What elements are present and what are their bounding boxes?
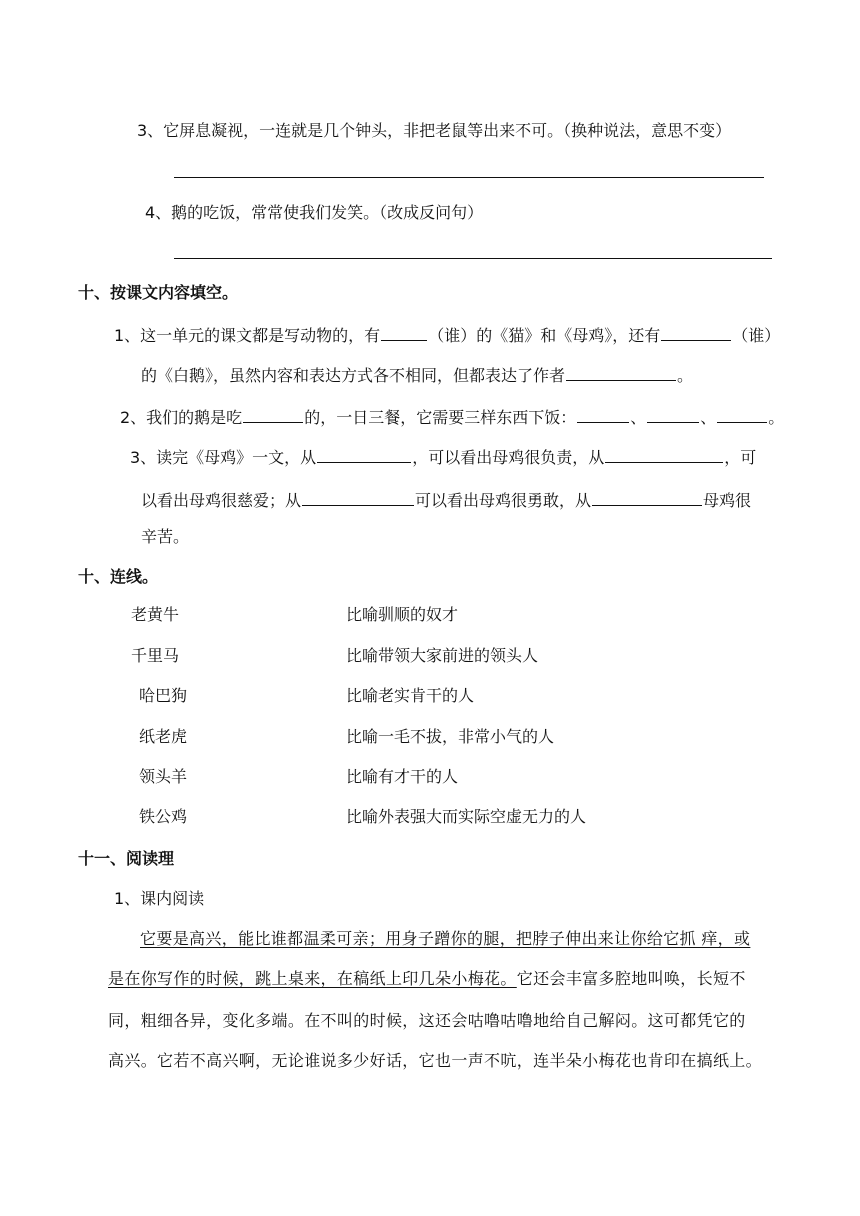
reading-passage-line-4: 高兴。它若不高兴啊，无论谁说多少好话，它也一声不吭，连半朵小梅花也肯印在搞纸上。 [108,1051,763,1070]
section-match-heading: 十、连线。 [78,567,159,586]
fill-q2-text-a: 2、我们的鹅是吃 [120,408,243,427]
fill-q3-text-e: 可以看出母鸡很勇敢，从 [415,491,592,510]
fill-q2-blank-4[interactable] [717,404,767,423]
fill-q3-text-f: 母鸡很 [703,491,752,510]
fill-q3-text-d: 以看出母鸡很慈爱；从 [141,491,302,510]
fill-q2-sep1: 、 [630,408,647,427]
rewrite-question-3: 3、它屏息凝视，一连就是几个钟头，非把老鼠等出来不可。（换种说法，意思不变） [137,121,732,140]
reading-passage-line-1 [140,928,750,950]
fill-q3-line2 [141,487,751,512]
answer-line-q3[interactable] [174,177,764,178]
reading-underlined-2: 是在你写作的时候，跳上桌来，在稿纸上印几朵小梅花。 [108,969,517,988]
reading-text-2: 它还会丰富多腔地叫唤，长短不 [516,969,746,988]
match-left-item[interactable]: 铁公鸡 [139,807,188,826]
match-left-item[interactable]: 老黄牛 [131,605,180,624]
fill-q2-sep2: 、 [700,408,717,427]
reading-passage-line-2 [108,968,746,990]
reading-passage-line-3: 同，粗细各异，变化多端。在不叫的时候，这还会咕噜咕噜地给自己解闷。这可都凭它的 [108,1011,746,1030]
fill-q3-blank-4[interactable] [592,487,702,506]
match-left-item[interactable]: 哈巴狗 [139,686,188,705]
fill-q3-line1 [130,444,756,469]
match-right-item[interactable]: 比喻有才干的人 [346,767,459,786]
rewrite-question-4: 4、鹅的吃饭，常常使我们发笑。（改成反问句） [145,203,484,222]
section-fill-heading: 十、按课文内容填空。 [78,283,239,302]
fill-q1-blank-1[interactable] [381,322,427,341]
fill-q3-text-b: ，可以看出母鸡很负责，从 [412,448,605,467]
fill-q2-end: 。 [768,408,785,427]
match-left-item[interactable]: 纸老虎 [139,727,188,746]
fill-q1-blank-2[interactable] [661,322,731,341]
match-left-item[interactable]: 领头羊 [139,767,188,786]
fill-q3-blank-3[interactable] [302,487,414,506]
match-right-item[interactable]: 比喻一毛不拔，非常小气的人 [346,727,555,746]
fill-q1-line1 [114,322,780,347]
section-read-heading: 十一、阅读理 [78,849,175,868]
fill-q1-line2 [141,362,693,387]
fill-q2-blank-2[interactable] [577,404,629,423]
fill-q3-blank-2[interactable] [605,444,723,463]
fill-q1-text-c: （谁） [732,326,781,345]
fill-q2-blank-3[interactable] [647,404,699,423]
fill-q1-text-e: 。 [677,366,694,385]
fill-q2-blank-1[interactable] [243,404,303,423]
reading-underlined-1: 它要是高兴，能比谁都温柔可亲；用身子蹭你的腿，把脖子伸出来让你给它抓 痒，或 [140,929,751,948]
fill-q1-blank-3[interactable] [566,362,676,381]
fill-q1-text-d: 的《白鹅》，虽然内容和表达方式各不相同，但都表达了作者 [141,366,566,385]
section-read-subheading: 1、课内阅读 [114,889,205,908]
fill-q1-text-a: 1、这一单元的课文都是写动物的，有 [114,326,381,345]
fill-q3-text-c: ，可 [724,448,757,467]
fill-q2-text-b: 的，一日三餐，它需要三样东西下饭： [304,408,577,427]
match-left-item[interactable]: 千里马 [131,646,180,665]
fill-q1-text-b: （谁）的《猫》和《母鸡》，还有 [428,326,661,345]
match-right-item[interactable]: 比喻带领大家前进的领头人 [346,646,539,665]
match-right-item[interactable]: 比喻驯顺的奴才 [346,605,459,624]
fill-q2-line [120,404,784,429]
match-right-item[interactable]: 比喻外表强大而实际空虚无力的人 [346,807,587,826]
match-right-item[interactable]: 比喻老实肯干的人 [346,686,475,705]
fill-q3-text-a: 3、读完《母鸡》一文，从 [130,448,317,467]
fill-q3-blank-1[interactable] [317,444,411,463]
fill-q3-line3: 辛苦。 [141,527,190,546]
answer-line-q4[interactable] [174,258,772,259]
